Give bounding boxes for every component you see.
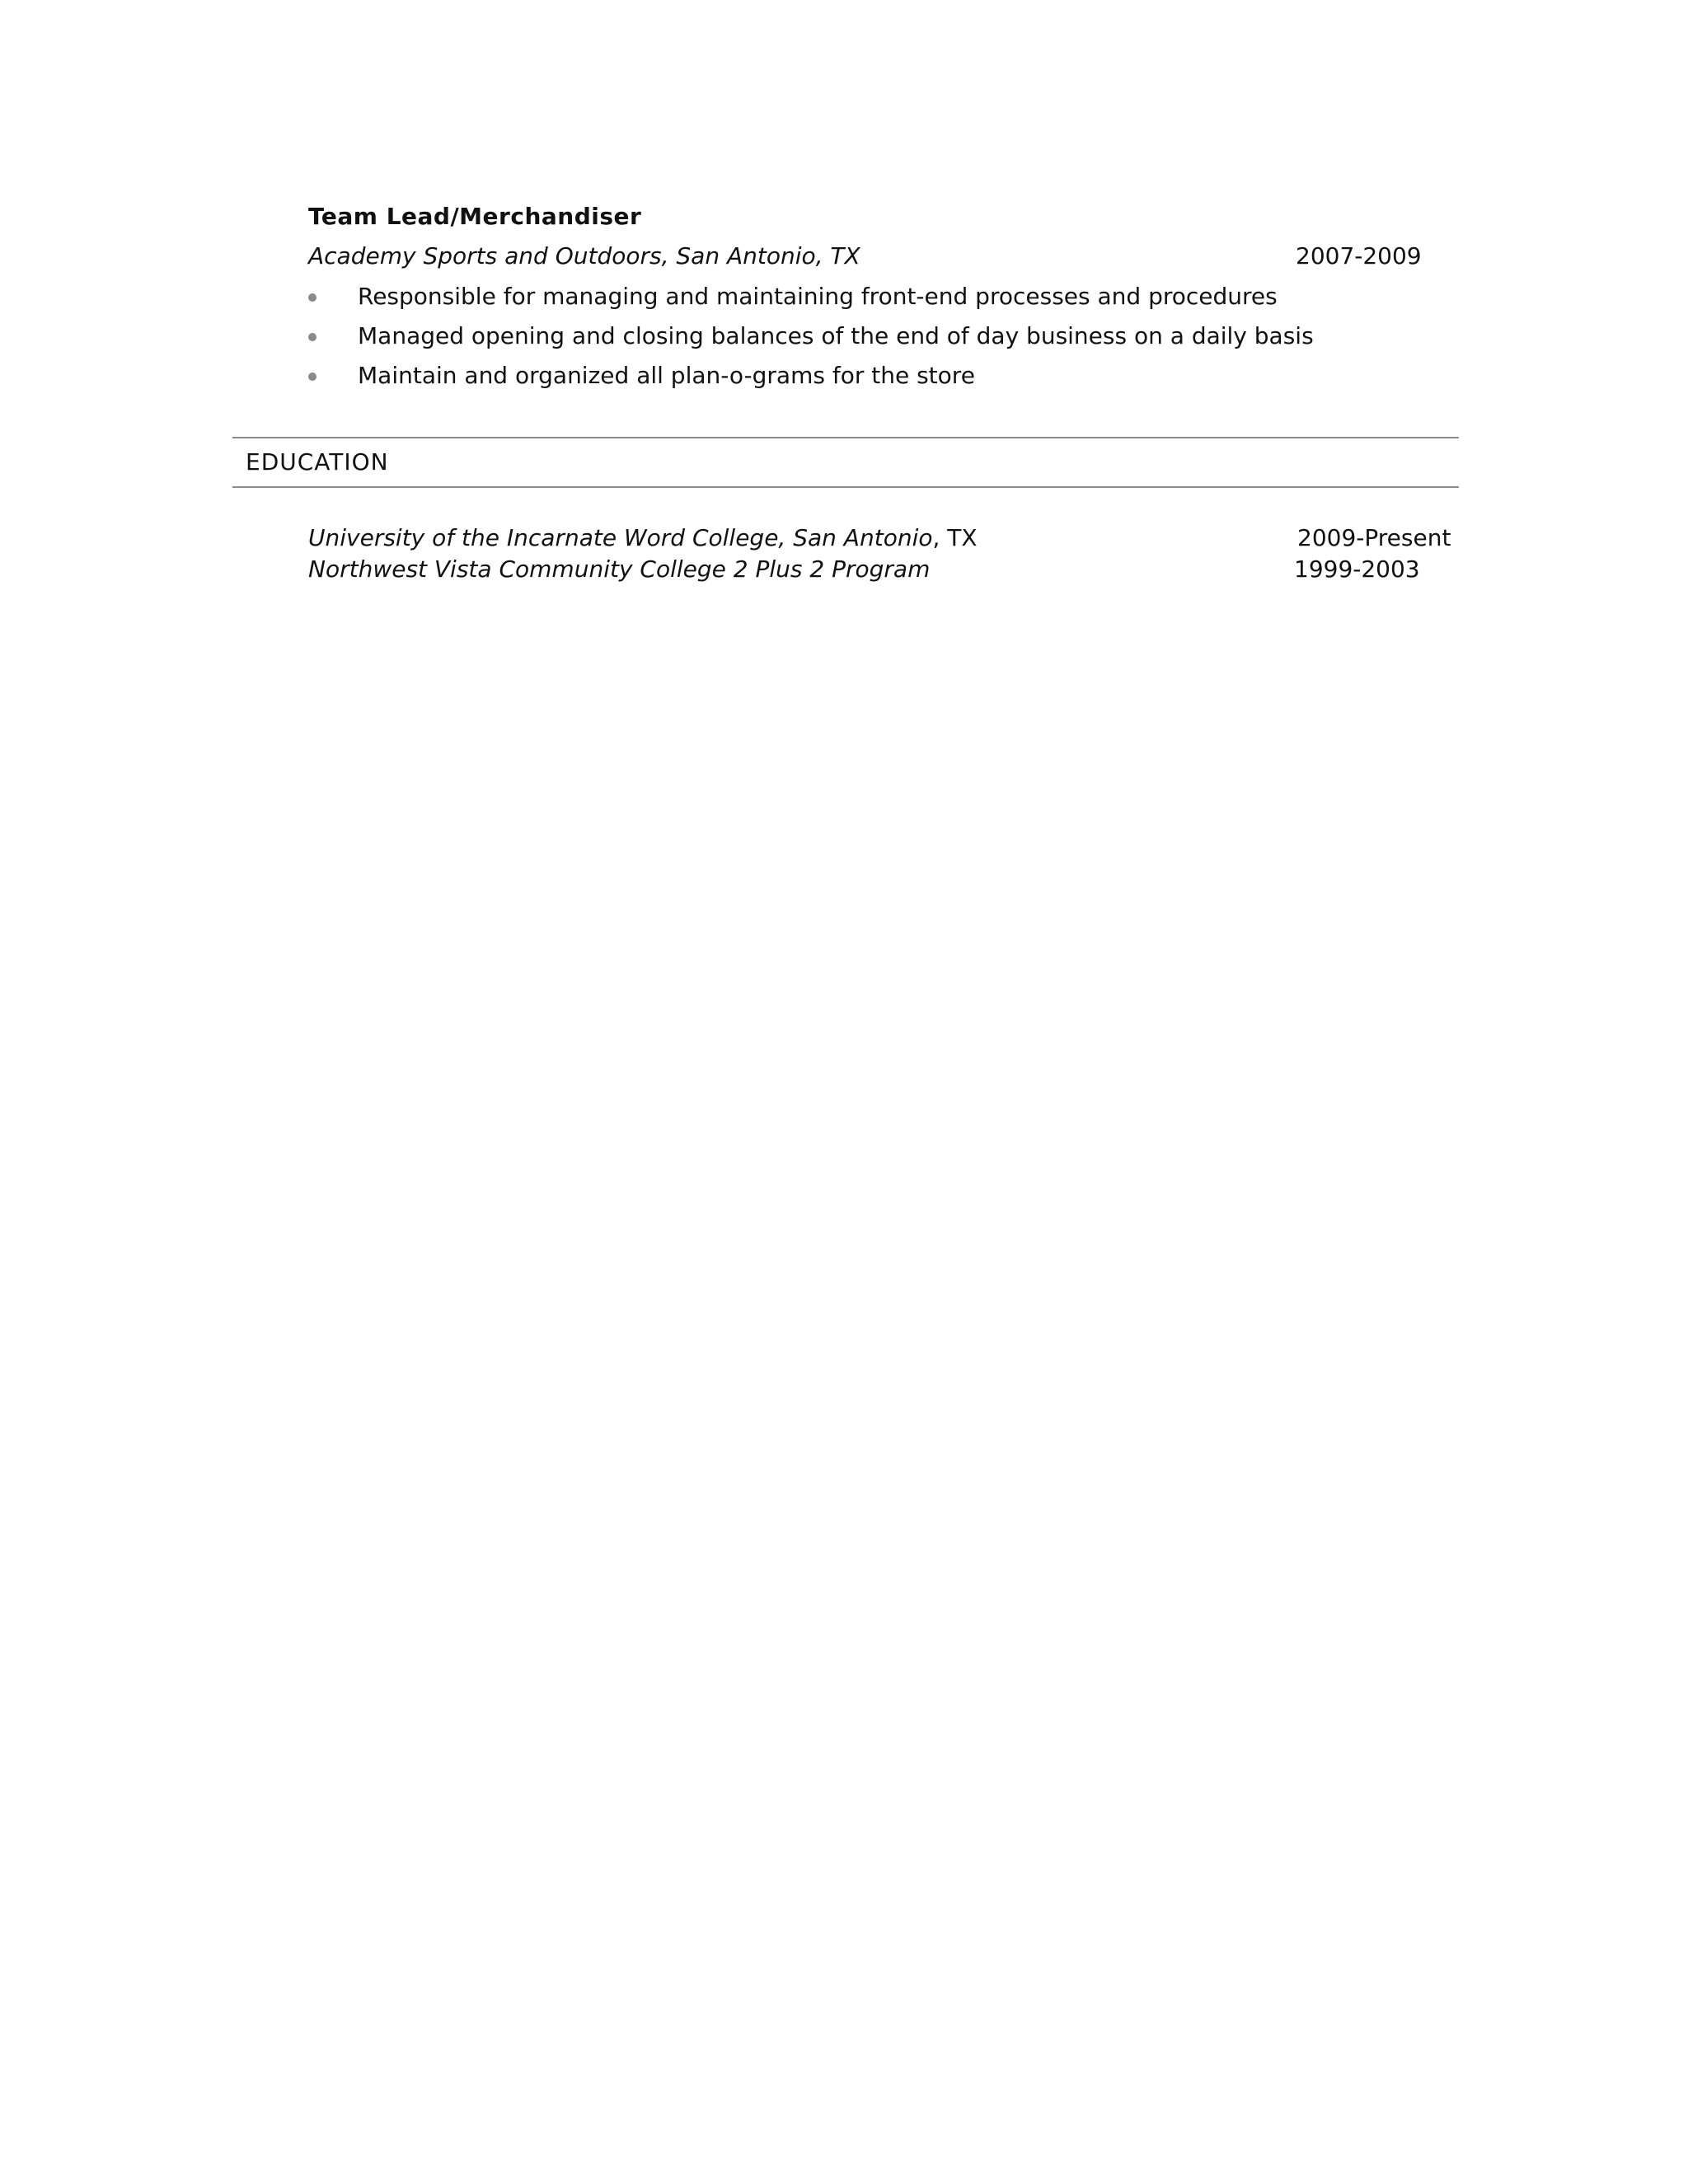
employment-dates: 2007-2009 — [1296, 242, 1422, 269]
bullet-icon — [308, 293, 316, 302]
education-entry — [308, 524, 1451, 557]
school-name-text: University of the Incarnate Word College, San Antonio — [308, 524, 933, 551]
employer-row — [308, 242, 1446, 275]
school-name-text: Northwest Vista Community College 2 Plus 2 Program — [308, 555, 931, 583]
list-item — [308, 280, 1446, 320]
job-title: Team Lead/Merchandiser — [308, 203, 642, 230]
responsibility-text: Maintain and organized all plan-o-grams for the store — [358, 362, 975, 389]
school-name — [308, 555, 930, 583]
employer-name: Academy Sports and Outdoors, San Antonio, TX — [308, 242, 860, 269]
bullet-icon — [308, 333, 316, 341]
section-heading: EDUCATION — [246, 448, 389, 476]
responsibility-text: Managed opening and closing balances of the end of day business on a daily basis — [358, 322, 1314, 349]
list-item — [308, 320, 1446, 359]
education-entry — [308, 555, 1446, 588]
bullet-icon — [308, 373, 316, 381]
list-item — [308, 359, 1446, 399]
education-section-header — [232, 437, 1459, 488]
education-dates: 2009-Present — [1297, 524, 1451, 551]
education-dates: 1999-2003 — [1294, 555, 1420, 583]
responsibilities-list — [308, 280, 1446, 399]
school-name — [308, 524, 978, 551]
school-location-suffix: , TX — [932, 524, 978, 551]
responsibility-text: Responsible for managing and maintaining front-end processes and procedures — [358, 283, 1278, 310]
